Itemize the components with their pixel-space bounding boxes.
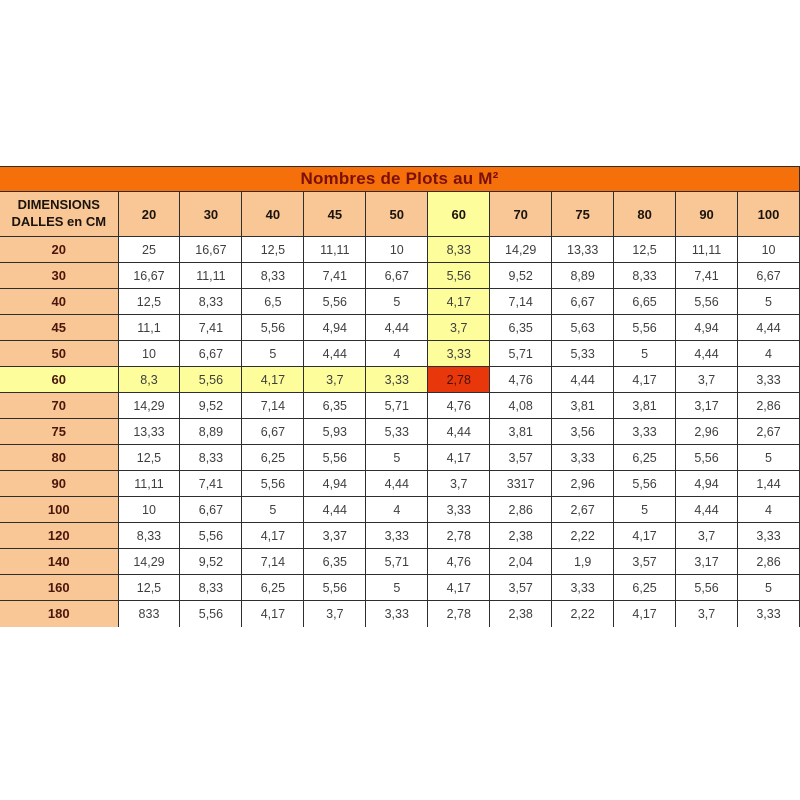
table-row	[0, 315, 800, 341]
table-cell: 2,78	[428, 601, 490, 627]
table-cell: 5,56	[242, 315, 304, 341]
row-header: 50	[0, 341, 118, 367]
row-header: 20	[0, 237, 118, 263]
table-cell: 8,89	[180, 419, 242, 445]
table-cell: 12,5	[118, 575, 180, 601]
table-cell: 4,44	[304, 497, 366, 523]
table-cell: 8,89	[552, 263, 614, 289]
table-cell: 4,76	[428, 393, 490, 419]
table-cell: 5,93	[304, 419, 366, 445]
table-cell: 2,96	[676, 419, 738, 445]
table-cell: 8,33	[242, 263, 304, 289]
column-header: 80	[614, 192, 676, 237]
table-cell: 3,33	[366, 367, 428, 393]
table-cell: 5,56	[676, 289, 738, 315]
table-cell: 6,65	[614, 289, 676, 315]
table-cell: 833	[118, 601, 180, 627]
table-cell: 25	[118, 237, 180, 263]
table-cell: 2,96	[552, 471, 614, 497]
table-cell: 7,14	[490, 289, 552, 315]
table-cell: 9,52	[180, 549, 242, 575]
table-cell: 6,25	[614, 575, 676, 601]
table-cell: 5	[614, 341, 676, 367]
table-cell: 6,5	[242, 289, 304, 315]
table-cell: 4,17	[428, 289, 490, 315]
table-row	[0, 393, 800, 419]
row-header: 45	[0, 315, 118, 341]
table-cell: 5	[366, 289, 428, 315]
table-cell: 4,44	[676, 497, 738, 523]
table-cell: 3,81	[614, 393, 676, 419]
table-cell: 1,44	[738, 471, 800, 497]
table-cell: 7,41	[180, 315, 242, 341]
table-cell: 2,67	[552, 497, 614, 523]
table-cell: 5,56	[180, 367, 242, 393]
table-cell: 4	[738, 497, 800, 523]
column-header: 50	[366, 192, 428, 237]
table-row	[0, 341, 800, 367]
table-cell: 3,17	[676, 549, 738, 575]
table-cell: 6,25	[242, 445, 304, 471]
table-cell: 5,56	[614, 471, 676, 497]
table-cell: 6,67	[180, 341, 242, 367]
table-cell: 5,56	[676, 575, 738, 601]
table-cell: 4	[738, 341, 800, 367]
row-header: 60	[0, 367, 118, 393]
table-cell: 5,71	[366, 393, 428, 419]
column-header: 30	[180, 192, 242, 237]
table-cell: 4,17	[614, 367, 676, 393]
table-cell: 3,57	[490, 445, 552, 471]
table-cell: 14,29	[118, 549, 180, 575]
table-cell: 4,44	[738, 315, 800, 341]
table-row	[0, 549, 800, 575]
table-cell: 3,57	[614, 549, 676, 575]
table-cell: 11,11	[180, 263, 242, 289]
table-cell: 3,56	[552, 419, 614, 445]
table-cell: 8,33	[180, 289, 242, 315]
row-header: 140	[0, 549, 118, 575]
table-cell: 13,33	[118, 419, 180, 445]
table-cell: 4,94	[304, 315, 366, 341]
table-row	[0, 237, 800, 263]
table-cell: 4,17	[614, 523, 676, 549]
row-header: 90	[0, 471, 118, 497]
table-cell: 4,94	[676, 315, 738, 341]
table-cell: 5,56	[428, 263, 490, 289]
table-cell: 3,7	[676, 601, 738, 627]
table-cell: 4,44	[428, 419, 490, 445]
plots-table	[0, 166, 800, 627]
table-cell: 6,67	[738, 263, 800, 289]
table-cell: 8,3	[118, 367, 180, 393]
table-cell: 3,7	[304, 367, 366, 393]
table-cell: 7,41	[304, 263, 366, 289]
corner-header-line1: DIMENSIONS	[17, 197, 100, 213]
table-cell: 4,76	[490, 367, 552, 393]
table-cell: 2,67	[738, 419, 800, 445]
column-header: 60	[428, 192, 490, 237]
table-cell: 5,56	[180, 523, 242, 549]
table-cell: 5,56	[614, 315, 676, 341]
table-cell: 16,67	[118, 263, 180, 289]
table-cell: 16,67	[180, 237, 242, 263]
row-header: 40	[0, 289, 118, 315]
table-cell: 3,33	[738, 601, 800, 627]
table-cell: 6,67	[366, 263, 428, 289]
table-cell: 11,11	[676, 237, 738, 263]
row-header: 30	[0, 263, 118, 289]
table-cell: 3,81	[490, 419, 552, 445]
table-cell: 4,17	[428, 575, 490, 601]
table-cell: 6,67	[552, 289, 614, 315]
table-cell: 2,04	[490, 549, 552, 575]
table-cell: 5,56	[242, 471, 304, 497]
table-cell: 8,33	[614, 263, 676, 289]
table-cell: 8,33	[180, 575, 242, 601]
table-cell: 3,7	[304, 601, 366, 627]
corner-header	[0, 192, 118, 237]
table-row	[0, 471, 800, 497]
table-cell: 5,56	[304, 575, 366, 601]
table-cell: 4,17	[242, 367, 304, 393]
table-cell: 7,41	[676, 263, 738, 289]
table-cell: 14,29	[118, 393, 180, 419]
table-cell: 3,33	[428, 341, 490, 367]
corner-header-line2: DALLES en CM	[11, 214, 107, 229]
table-cell: 9,52	[180, 393, 242, 419]
table-cell: 3,33	[366, 523, 428, 549]
table-cell: 4,94	[304, 471, 366, 497]
table-row	[0, 523, 800, 549]
table-cell: 2,86	[490, 497, 552, 523]
table-cell: 10	[118, 497, 180, 523]
table-cell: 12,5	[242, 237, 304, 263]
table-cell: 5,56	[180, 601, 242, 627]
table-cell: 5	[366, 575, 428, 601]
title-row	[0, 167, 800, 192]
table-cell: 3,81	[552, 393, 614, 419]
table-cell: 5,56	[304, 445, 366, 471]
table-cell: 5,71	[366, 549, 428, 575]
table-cell: 5	[738, 445, 800, 471]
table-cell: 12,5	[118, 289, 180, 315]
table-row	[0, 367, 800, 393]
table-cell: 6,67	[180, 497, 242, 523]
table-cell: 2,38	[490, 601, 552, 627]
table-cell: 6,35	[304, 393, 366, 419]
table-cell: 2,22	[552, 523, 614, 549]
table-cell: 10	[738, 237, 800, 263]
table-cell: 3,33	[428, 497, 490, 523]
row-header: 120	[0, 523, 118, 549]
table-cell: 5	[242, 497, 304, 523]
table-cell: 5,33	[552, 341, 614, 367]
table-cell: 8,33	[180, 445, 242, 471]
table-cell: 5	[614, 497, 676, 523]
column-header: 70	[490, 192, 552, 237]
table-cell: 12,5	[118, 445, 180, 471]
table-cell: 8,33	[428, 237, 490, 263]
table-cell: 13,33	[552, 237, 614, 263]
table-cell: 4	[366, 497, 428, 523]
table-cell: 11,11	[118, 471, 180, 497]
table-cell: 4,17	[428, 445, 490, 471]
table-body	[0, 237, 800, 627]
row-header: 80	[0, 445, 118, 471]
table-cell: 7,14	[242, 393, 304, 419]
table-cell: 1,9	[552, 549, 614, 575]
table-cell: 4,17	[242, 601, 304, 627]
column-header: 100	[738, 192, 800, 237]
table-row	[0, 419, 800, 445]
table-cell: 4,44	[366, 471, 428, 497]
table-cell: 4,17	[614, 601, 676, 627]
table-cell: 12,5	[614, 237, 676, 263]
table-row	[0, 289, 800, 315]
table-cell: 4,44	[552, 367, 614, 393]
table-row	[0, 575, 800, 601]
table-cell: 3,7	[428, 471, 490, 497]
table-cell: 8,33	[118, 523, 180, 549]
table-cell: 2,86	[738, 549, 800, 575]
row-header: 75	[0, 419, 118, 445]
table-cell: 3,17	[676, 393, 738, 419]
table-cell: 11,11	[304, 237, 366, 263]
table-row	[0, 601, 800, 627]
table-cell: 3,7	[428, 315, 490, 341]
table-cell: 5,33	[366, 419, 428, 445]
table-cell: 5	[242, 341, 304, 367]
table-cell: 4	[366, 341, 428, 367]
table-cell: 2,22	[552, 601, 614, 627]
column-header: 40	[242, 192, 304, 237]
table-cell: 9,52	[490, 263, 552, 289]
table-cell: 3,7	[676, 367, 738, 393]
table-cell: 5	[366, 445, 428, 471]
table-cell: 5,63	[552, 315, 614, 341]
table-cell: 5	[738, 289, 800, 315]
table-cell: 2,86	[738, 393, 800, 419]
table-cell: 3,37	[304, 523, 366, 549]
table-cell: 6,25	[614, 445, 676, 471]
table-cell: 3,33	[738, 367, 800, 393]
table-cell: 6,35	[304, 549, 366, 575]
table-cell: 5,56	[304, 289, 366, 315]
table-row	[0, 445, 800, 471]
table-cell: 3,33	[366, 601, 428, 627]
table-cell: 10	[366, 237, 428, 263]
table-cell: 4,76	[428, 549, 490, 575]
table-cell: 3,33	[738, 523, 800, 549]
table-cell: 5	[738, 575, 800, 601]
table-cell: 4,94	[676, 471, 738, 497]
row-header: 180	[0, 601, 118, 627]
table-cell: 3,57	[490, 575, 552, 601]
table-cell: 5,56	[676, 445, 738, 471]
table-cell: 3,33	[552, 445, 614, 471]
column-header: 45	[304, 192, 366, 237]
table-cell: 6,25	[242, 575, 304, 601]
row-header: 70	[0, 393, 118, 419]
table-cell: 10	[118, 341, 180, 367]
table-row	[0, 497, 800, 523]
table-cell: 4,17	[242, 523, 304, 549]
header-row	[0, 192, 800, 237]
table-cell: 11,1	[118, 315, 180, 341]
table-cell: 3,33	[552, 575, 614, 601]
table-cell: 14,29	[490, 237, 552, 263]
table-title: Nombres de Plots au M²	[0, 167, 800, 192]
table-cell: 2,78	[428, 367, 490, 393]
row-header: 160	[0, 575, 118, 601]
table-cell: 4,08	[490, 393, 552, 419]
table-cell: 7,14	[242, 549, 304, 575]
table-cell: 3,7	[676, 523, 738, 549]
table-cell: 2,38	[490, 523, 552, 549]
table-cell: 4,44	[676, 341, 738, 367]
table-cell: 7,41	[180, 471, 242, 497]
table-row	[0, 263, 800, 289]
table-cell: 3,33	[614, 419, 676, 445]
table-cell: 4,44	[366, 315, 428, 341]
column-header: 20	[118, 192, 180, 237]
table-cell: 4,44	[304, 341, 366, 367]
table-cell: 2,78	[428, 523, 490, 549]
table-cell: 3317	[490, 471, 552, 497]
table-cell: 6,67	[242, 419, 304, 445]
table-cell: 6,35	[490, 315, 552, 341]
column-header: 90	[676, 192, 738, 237]
table-cell: 5,71	[490, 341, 552, 367]
row-header: 100	[0, 497, 118, 523]
column-header: 75	[552, 192, 614, 237]
